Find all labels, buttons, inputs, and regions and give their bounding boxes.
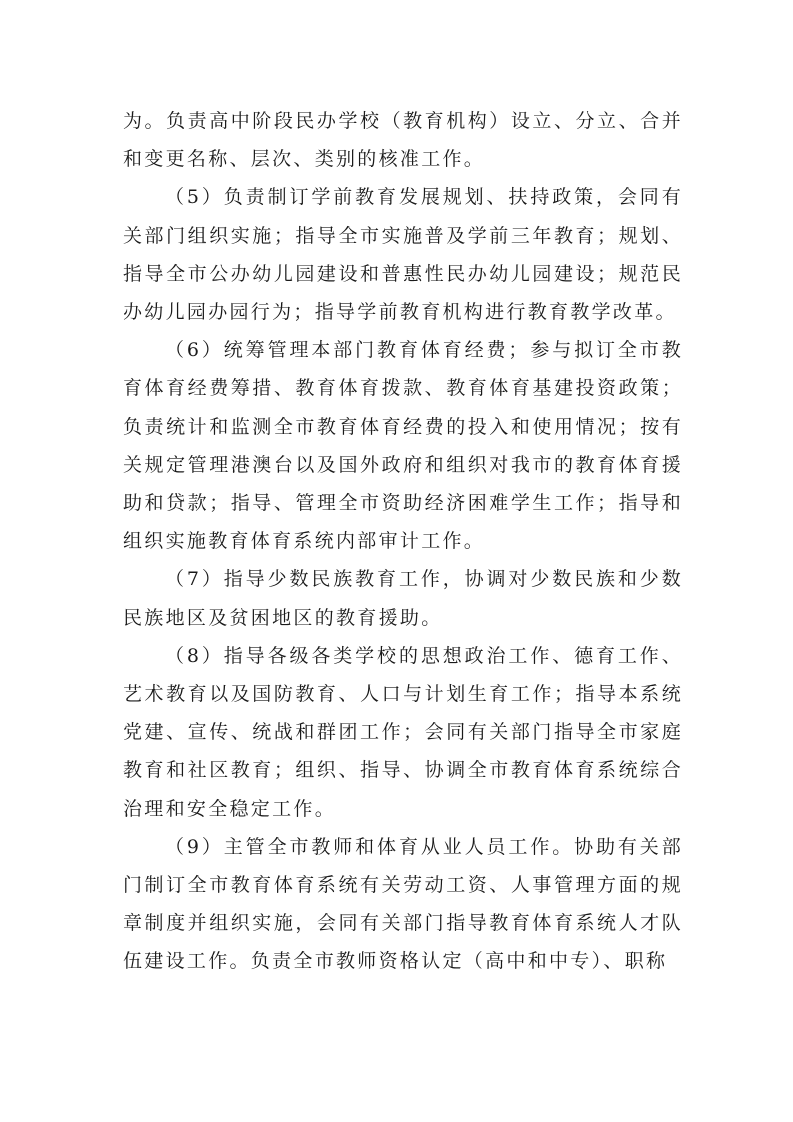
paragraph-item-9: （9）主管全市教师和体育从业人员工作。协助有关部门制订全市教育体育系统有关劳动工资、人事管理方面的规章制度并组织实施，会同有关部门指导教育体育系统人才队伍建设工作。负责全市教师资格认定（高中和中专）、职称	[123, 835, 683, 973]
paragraph-item-8: （8）指导各级各类学校的思想政治工作、德育工作、艺术教育以及国防教育、人口与计划生育工作；指导本系统党建、宣传、统战和群团工作；会同有关部门指导全市家庭教育和社区教育；组织、指导、协调全市教育体育系统综合治理和安全稳定工作。	[123, 644, 683, 820]
paragraph-item-7: （7）指导少数民族教育工作，协调对少数民族和少数民族地区及贫困地区的教育援助。	[123, 568, 683, 629]
paragraph-item-5: （5）负责制订学前教育发展规划、扶持政策，会同有关部门组织实施；指导全市实施普及学前三年教育；规划、指导全市公办幼儿园建设和普惠性民办幼儿园建设；规范民办幼儿园办园行为；指导学前教育机构进行教育教学改革。	[123, 186, 683, 324]
paragraph-continuation: 为。负责高中阶段民办学校（教育机构）设立、分立、合并和变更名称、层次、类别的核准工作。	[123, 110, 683, 171]
document-body	[123, 102, 683, 981]
paragraph-item-6: （6）统筹管理本部门教育体育经费；参与拟订全市教育体育经费筹措、教育体育拨款、教育体育基建投资政策；负责统计和监测全市教育体育经费的投入和使用情况；按有关规定管理港澳台以及国外政府和组织对我市的教育体育援助和贷款；指导、管理全市资助经济困难学生工作；指导和组织实施教育体育系统内部审计工作。	[123, 339, 683, 553]
